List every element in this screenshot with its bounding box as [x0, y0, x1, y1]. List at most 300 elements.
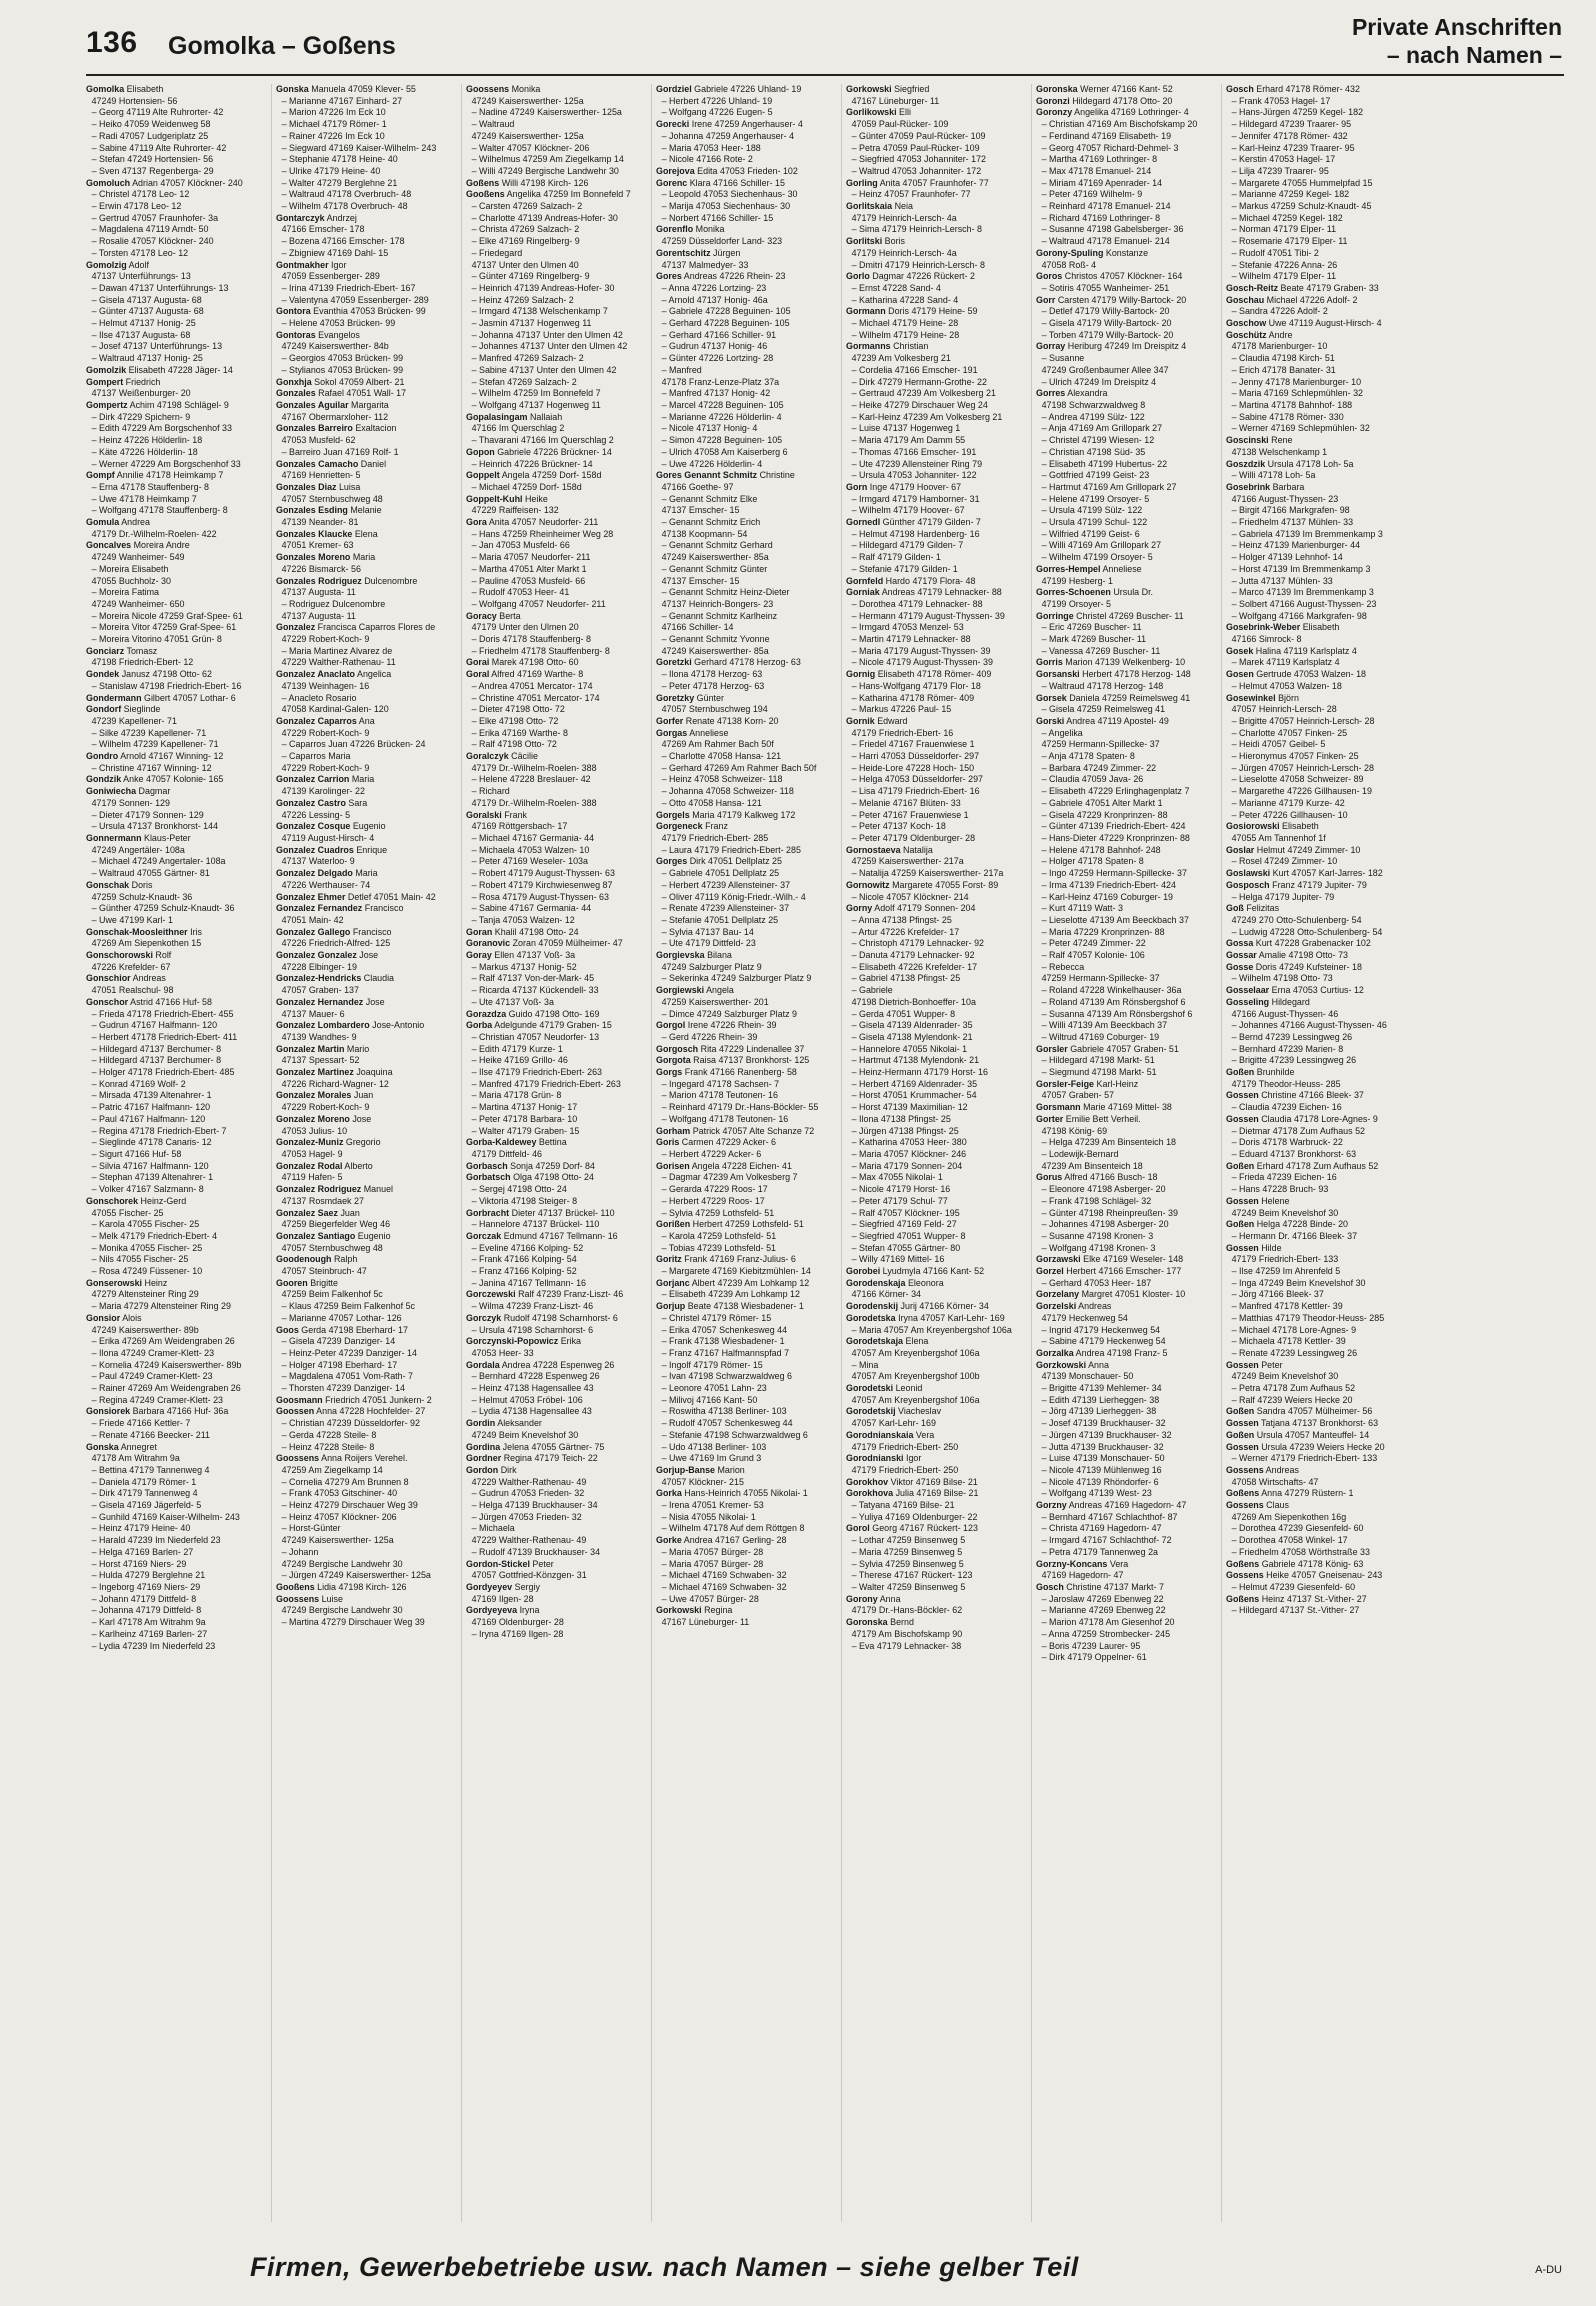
directory-subentry: – Marianne 47179 Kurze- 42: [1231, 797, 1345, 809]
directory-subentry: – Dawan 47137 Unterführungs- 13: [91, 282, 229, 294]
directory-subentry: – Sven 47137 Regenberga- 29: [91, 165, 214, 177]
directory-entry: Gontora Evanthia 47053 Brücken- 99: [276, 306, 426, 318]
directory-subentry: 47166 Emscher- 178: [281, 224, 365, 236]
directory-subentry: 47226 Richard-Wagner- 12: [281, 1078, 389, 1090]
entry-surname: Gonzalez: [276, 622, 316, 634]
directory-subentry: – Simon 47228 Beguinen- 105: [661, 435, 783, 447]
directory-subentry: 47229 Walther-Rathenau- 49: [471, 1535, 587, 1547]
entry-surname: Gosch: [1036, 1582, 1064, 1593]
directory-subentry: – Heinrich 47226 Brückner- 14: [471, 458, 593, 470]
directory-entry: Gosposch Franz 47179 Jupiter- 79: [1226, 879, 1367, 891]
directory-entry: Gorzalka Andrea 47198 Franz- 5: [1036, 1347, 1168, 1359]
directory-entry: Gorgota Raisa 47137 Bronkhorst- 125: [656, 1055, 810, 1067]
directory-subentry: – Wolfgang 47137 Hogenweg 11: [471, 399, 601, 411]
directory-subentry: 47179 Theodor-Heuss- 285: [1231, 1078, 1341, 1090]
entry-surname: Gontora: [276, 306, 311, 318]
directory-column: [86, 84, 271, 2222]
entry-surname: Gorus: [1036, 1172, 1063, 1184]
directory-entry: Gorlitski Boris: [846, 236, 906, 248]
entry-surname: Gondek: [86, 669, 120, 681]
directory-subentry: 47053 Hagel- 9: [281, 1148, 343, 1160]
directory-subentry: 47137 Malmedyer- 33: [661, 259, 749, 271]
directory-subentry: – Karl 47178 Am Witrahm 9a: [91, 1617, 206, 1629]
directory-subentry: – Lisa 47179 Friedrich-Ebert- 16: [851, 786, 980, 798]
directory-subentry: 47228 Elbinger- 19: [281, 961, 357, 973]
directory-entry: Gorsek Daniela 47259 Reimelsweg 41: [1036, 692, 1191, 704]
directory-entry: Gorczyk Rudolf 47198 Scharnhorst- 6: [466, 1312, 618, 1324]
directory-entry: Gonzales Moreno Maria: [276, 552, 376, 564]
directory-entry: Gomolzig Adolf: [86, 259, 149, 271]
entry-surname: Goschütz: [1226, 329, 1267, 341]
directory-entry: Goracy Berta: [466, 610, 521, 622]
entry-surname: Gorke: [656, 1535, 682, 1547]
directory-subentry: – Ilona 47249 Cramer-Klett- 23: [91, 1347, 215, 1359]
directory-subentry: – Radi 47057 Ludgeriplatz 25: [91, 130, 209, 142]
directory-subentry: 47166 August-Thyssen- 46: [1231, 1008, 1339, 1020]
directory-subentry: – Irmgard 47053 Menzel- 53: [851, 622, 964, 634]
directory-subentry: – Jörg 47166 Bleek- 37: [1231, 1289, 1324, 1301]
directory-subentry: – Reinhard 47178 Emanuel- 214: [1041, 201, 1171, 213]
directory-entry: Gonzalez Delgado Maria: [276, 868, 378, 880]
directory-entry: Gorai Marek 47198 Otto- 60: [466, 657, 579, 669]
directory-subentry: – Waltrud 47053 Johanniter- 172: [851, 165, 982, 177]
directory-subentry: 47137 Augusta- 11: [281, 587, 356, 599]
directory-subentry: 47226 Bismarck- 56: [281, 563, 361, 575]
directory-subentry: – Waltraud 47178 Overbruch- 48: [281, 189, 412, 201]
directory-subentry: – Dirk 47229 Spichern- 9: [91, 411, 191, 423]
directory-subentry: – Michael 47179 Römer- 1: [281, 119, 387, 131]
directory-subentry: 47229 Walther-Rathenau- 11: [281, 657, 396, 669]
directory-subentry: – Mark 47269 Buscher- 11: [1041, 634, 1147, 646]
entry-surname: Gonzales Aguilar: [276, 399, 349, 411]
entry-surname: Goßens: [1226, 1488, 1260, 1500]
entry-surname: Gonzales Moreno: [276, 552, 351, 564]
directory-subentry: – Stanislaw 47198 Friedrich-Ebert- 16: [91, 680, 242, 692]
directory-subentry: – Herbert 47169 Aldenrader- 35: [851, 1078, 978, 1090]
directory-subentry: – Martha 47051 Alter Markt 1: [471, 563, 587, 575]
directory-entry: Gordin Aleksander: [466, 1418, 542, 1430]
directory-subentry: – Johannes 47198 Asberger- 20: [1041, 1219, 1169, 1231]
directory-subentry: – Mina: [851, 1359, 879, 1371]
directory-subentry: – Melanie 47167 Blüten- 33: [851, 797, 961, 809]
directory-subentry: – Siegmund 47198 Markt- 51: [1041, 1067, 1157, 1079]
directory-subentry: – Elke 47198 Otto- 72: [471, 715, 559, 727]
directory-subentry: 47279 Altensteiner Ring 29: [91, 1289, 199, 1301]
directory-subentry: – Hieronymus 47057 Finken- 25: [1231, 751, 1359, 763]
directory-subentry: – Gertraud 47239 Am Volkesberg 21: [851, 388, 996, 400]
entry-surname: Gorgas: [656, 727, 688, 739]
directory-subentry: 47179 Friedrich-Ebert- 133: [1231, 1254, 1339, 1266]
directory-entry: Gorjanc Albert 47239 Am Lohkamp 12: [656, 1277, 810, 1289]
directory-subentry: – Günter 47139 Friedrich-Ebert- 424: [1041, 821, 1186, 833]
directory-subentry: – Anna 47259 Strombecker- 245: [1041, 1628, 1171, 1640]
directory-subentry: – Christel 47199 Wiesen- 12: [1041, 435, 1155, 447]
entry-surname: Gorazdza: [466, 1008, 507, 1020]
directory-subentry: – Dmitri 47179 Heinrich-Lersch- 8: [851, 259, 985, 271]
directory-entry: Gorgol Irene 47226 Rhein- 39: [656, 1020, 777, 1032]
directory-entry: Gorling Anita 47057 Fraunhofer- 77: [846, 177, 989, 189]
entry-surname: Gonzalez Rodal: [276, 1160, 343, 1172]
directory-subentry: – Anacleto Rosario: [281, 692, 357, 704]
directory-subentry: – Hans-Wolfgang 47179 Flor- 18: [851, 680, 981, 692]
directory-subentry: 47166 Schiller- 14: [661, 622, 734, 634]
directory-subentry: – Dietmar 47178 Zum Aufhaus 52: [1231, 1125, 1366, 1137]
directory-subentry: – Peter 47137 Koch- 18: [851, 821, 946, 833]
directory-entry: Gomoluch Adrian 47057 Klöckner- 240: [86, 177, 243, 189]
directory-subentry: – Walter 47259 Binsenweg 5: [851, 1582, 966, 1593]
directory-entry: Gonzalez Gonzalez Jose: [276, 950, 379, 962]
directory-entry: Gorkowski Regina: [656, 1605, 733, 1617]
directory-entry: Gorres-Schoenen Ursula Dr.: [1036, 587, 1154, 599]
directory-subentry: – Sabine 47167 Germania- 44: [471, 903, 592, 915]
entry-surname: Gonska: [86, 1441, 119, 1453]
directory-subentry: 47137 Augusta- 11: [281, 610, 356, 622]
directory-subentry: – Magdalena 47051 Vom-Rath- 7: [281, 1371, 414, 1383]
directory-subentry: – Regina 47249 Cramer-Klett- 23: [91, 1394, 224, 1406]
entry-surname: Gonzalez-Hendricks: [276, 973, 362, 985]
entry-surname: Gorba-Kaldewey: [466, 1137, 537, 1149]
directory-subentry: 47166 Goethe- 97: [661, 481, 734, 493]
directory-entry: Gorfer Renate 47138 Korn- 20: [656, 715, 779, 727]
entry-surname: Gorgeneck: [656, 821, 703, 833]
entry-surname: Gorony-Spuling: [1036, 247, 1104, 259]
directory-entry: Gordon-Stickel Peter: [466, 1558, 554, 1570]
directory-entry: Gorenflo Monika: [656, 224, 725, 236]
entry-surname: Gorgol: [656, 1020, 686, 1032]
directory-subentry: – Wolfgang 47057 Neudorfer- 211: [471, 598, 606, 610]
directory-subentry: 47249 Bergische Landwehr 30: [281, 1605, 403, 1617]
directory-subentry: – Silvia 47167 Halfmann- 120: [91, 1160, 209, 1172]
entry-surname: Gorjup-Banse: [656, 1464, 715, 1476]
directory-subentry: – Renate 47239 Lessingweg 26: [1231, 1347, 1358, 1359]
entry-surname: Gorißen: [656, 1219, 691, 1231]
directory-subentry: – Irina 47139 Friedrich-Ebert- 167: [281, 282, 416, 294]
directory-subentry: – Manfred 47179 Friedrich-Ebert- 263: [471, 1078, 621, 1090]
directory-subentry: – Sylvia 47259 Lothsfeld- 51: [661, 1207, 775, 1219]
entry-surname: Gorodenskij: [846, 1301, 899, 1313]
directory-subentry: – Jutta 47137 Mühlen- 33: [1231, 575, 1333, 587]
directory-subentry: 47058 Kardinal-Galen- 120: [281, 704, 389, 716]
directory-subentry: – Gunhild 47169 Kaiser-Wilhelm- 243: [91, 1511, 240, 1523]
directory-subentry: – Jürgen 47139 Bruckhauser- 32: [1041, 1429, 1172, 1441]
directory-subentry: 47179 Am Bischofskamp 90: [851, 1628, 963, 1640]
entry-surname: Gosewinkel: [1226, 692, 1276, 704]
directory-entry: Gonzales Aguilar Margarita: [276, 399, 389, 411]
directory-entry: Gorbracht Dieter 47137 Brückel- 110: [466, 1207, 615, 1219]
directory-subentry: – Helga 47169 Barlen- 27: [91, 1546, 194, 1558]
directory-subentry: – Heike 47279 Dirschauer Weg 24: [851, 399, 988, 411]
directory-subentry: – Hannelore 47055 Nikolai- 1: [851, 1043, 968, 1055]
directory-subentry: – Herbert 47226 Uhland- 19: [661, 95, 773, 107]
directory-entry: Gorniak Andreas 47179 Lehnacker- 88: [846, 587, 1002, 599]
directory-subentry: – Gabriele 47051 Dellplatz 25: [661, 868, 780, 880]
directory-subentry: – Rudolf 47051 Tibi- 2: [1231, 247, 1319, 259]
directory-subentry: – Wilhelm 47259 Im Bonnefeld 7: [471, 388, 601, 400]
directory-subentry: – Genannt Schmitz Heinz-Dieter: [661, 587, 790, 599]
entry-surname: Goßen: [1226, 1219, 1255, 1231]
directory-entry: Gopon Gabriele 47226 Brückner- 14: [466, 446, 612, 458]
entry-surname: Gontoras: [276, 329, 316, 341]
directory-subentry: 47249 Angertäler- 108a: [91, 844, 185, 856]
directory-subentry: – Rosel 47249 Zimmer- 10: [1231, 856, 1338, 868]
directory-subentry: 47057 Karl-Lehr- 169: [851, 1418, 936, 1430]
directory-subentry: 47249 Hortensien- 56: [91, 95, 178, 107]
directory-entry: Gonzalez Saez Juan: [276, 1207, 360, 1219]
directory-entry: Gorke Andrea 47167 Gerling- 28: [656, 1535, 787, 1547]
entry-surname: Goralski: [466, 809, 502, 821]
directory-entry: Goos Gerda 47198 Eberhard- 17: [276, 1324, 408, 1336]
directory-subentry: – Holger 47178 Friedrich-Ebert- 485: [91, 1067, 235, 1079]
directory-subentry: 47249 Kaiserswerther- 125a: [471, 130, 584, 142]
directory-subentry: – Walter 47057 Klöckner- 206: [471, 142, 590, 154]
entry-surname: Gorkowski: [656, 1605, 702, 1617]
page-footer: [0, 2240, 1596, 2300]
directory-subentry: – Gerarda 47229 Roos- 17: [661, 1184, 768, 1196]
directory-subentry: – Sergej 47198 Otto- 24: [471, 1184, 567, 1196]
directory-subentry: – Horst 47169 Niers- 29: [91, 1558, 187, 1570]
directory-subentry: 47179 Sonnen- 129: [91, 797, 170, 809]
directory-subentry: 47239 Am Binsenteich 18: [1041, 1160, 1143, 1172]
directory-subentry: 47139 Neander- 81: [281, 517, 359, 529]
directory-entry: Gorres Alexandra: [1036, 388, 1108, 400]
directory-entry: Gornig Elisabeth 47178 Römer- 409: [846, 669, 992, 681]
directory-subentry: – Magdalena 47119 Arndt- 50: [91, 224, 209, 236]
directory-subentry: – Karola 47055 Fischer- 25: [91, 1219, 200, 1231]
directory-entry: Gorter Emilie Bett Verheil.: [1036, 1113, 1141, 1125]
directory-subentry: – Stefanie 47051 Dellplatz 25: [661, 914, 779, 926]
entry-surname: Gorbasch: [466, 1160, 508, 1172]
directory-subentry: – Marija 47053 Siechenhaus- 30: [661, 201, 791, 213]
directory-subentry: – Gisela 47139 Aldenrader- 35: [851, 1020, 973, 1032]
directory-subentry: – Oliver 47119 König-Friedr.-Wilh.- 4: [661, 891, 806, 903]
directory-subentry: – Claudia 47198 Kirch- 51: [1231, 353, 1335, 365]
directory-subentry: – Helmut 47239 Giesenfeld- 60: [1231, 1582, 1356, 1593]
entry-surname: Gomoluch: [86, 177, 131, 189]
directory-entry: Gossen Hilde: [1226, 1242, 1282, 1254]
directory-entry: Gontoras Evangelos: [276, 329, 360, 341]
entry-surname: Gorzkowski: [1036, 1359, 1087, 1371]
directory-subentry: – Katharina 47053 Heer- 380: [851, 1137, 967, 1149]
directory-subentry: – Barbara 47249 Zimmer- 22: [1041, 762, 1157, 774]
entry-surname: Gornowitz: [846, 879, 890, 891]
directory-entry: Gosen Gertrude 47053 Walzen- 18: [1226, 669, 1367, 681]
directory-subentry: – Michael 47259 Kegel- 182: [1231, 212, 1343, 224]
directory-entry: Goray Ellen 47137 Voß- 3a: [466, 950, 576, 962]
directory-subentry: – Renate 47239 Allensteiner- 37: [661, 903, 790, 915]
entry-surname: Gonzalez Martinez: [276, 1067, 354, 1079]
entry-surname: Gorjup: [656, 1301, 686, 1313]
directory-subentry: – Rosalie 47057 Klöckner- 240: [91, 236, 214, 248]
directory-subentry: – Georg 47057 Richard-Dehmel- 3: [1041, 142, 1179, 154]
directory-entry: Gorokhova Julia 47169 Bilse- 21: [846, 1488, 979, 1500]
directory-subentry: – Nicole 47137 Honig- 4: [661, 423, 758, 435]
entry-surname: Gorlitskaia: [846, 201, 893, 213]
directory-entry: Gores Genannt Schmitz Christine: [656, 470, 795, 482]
directory-entry: Gorlo Dagmar 47226 Rückert- 2: [846, 271, 975, 283]
directory-subentry: – Monika 47055 Fischer- 25: [91, 1242, 203, 1254]
directory-entry: Gompertz Achim 47198 Schlägel- 9: [86, 399, 229, 411]
directory-subentry: – Wilhelm 47239 Kapellener- 71: [91, 739, 219, 751]
directory-subentry: – Johanna 47058 Schweizer- 118: [661, 786, 794, 798]
directory-subentry: – Maria 47057 Am Kreyenbergshof 106a: [851, 1324, 1012, 1336]
entry-surname: Gossa: [1226, 938, 1254, 950]
directory-entry: Gonzalez-Hendricks Claudia: [276, 973, 395, 985]
directory-subentry: – Frank 47198 Schlägel- 32: [1041, 1195, 1152, 1207]
directory-subentry: – Frank 47053 Hagel- 17: [1231, 95, 1331, 107]
directory-subentry: 47229 Walther-Rathenau- 49: [471, 1476, 587, 1488]
directory-subentry: – Wilhelm 47179 Heine- 28: [851, 329, 960, 341]
directory-subentry: – Edith 47179 Kurze- 1: [471, 1043, 563, 1055]
directory-subentry: – Brigitte 47057 Heinrich-Lersch- 28: [1231, 715, 1375, 727]
directory-subentry: – Holger 47139 Lehnhof- 14: [1231, 552, 1343, 564]
directory-subentry: – Heidi 47057 Geibel- 5: [1231, 739, 1326, 751]
directory-subentry: – Harald 47239 Im Niederfeld 23: [91, 1535, 221, 1547]
directory-entry: Gossens Andreas: [1226, 1464, 1299, 1476]
directory-subentry: – Leopold 47053 Siechenhaus- 30: [661, 189, 798, 201]
directory-subentry: – Martina 47279 Dirschauer Weg 39: [281, 1617, 425, 1629]
directory-subentry: – Hildegard 47137 Berchumer- 8: [91, 1043, 222, 1055]
directory-subentry: 47249 Kaiserswerther- 85a: [661, 645, 769, 657]
directory-subentry: – Andrea 47051 Mercator- 174: [471, 680, 593, 692]
directory-subentry: – Eveline 47166 Kolping- 52: [471, 1242, 584, 1254]
directory-subentry: – Bozena 47166 Emscher- 178: [281, 236, 405, 248]
entry-surname: Goßen: [1226, 1067, 1255, 1079]
entry-surname: Gornig: [846, 669, 876, 681]
directory-entry: Gonzalez Moreno Jose: [276, 1113, 372, 1125]
directory-subentry: – Karl-Heinz 47169 Coburger- 19: [1041, 891, 1174, 903]
directory-subentry: – Yuliya 47169 Oldenburger- 22: [851, 1511, 978, 1523]
directory-subentry: – Ingolf 47179 Römer- 15: [661, 1359, 763, 1371]
directory-subentry: – Genannt Schmitz Günter: [661, 563, 768, 575]
directory-subentry: 47057 Sternbuschweg 48: [281, 1242, 383, 1254]
directory-entry: Gorris Marion 47139 Welkenberg- 10: [1036, 657, 1186, 669]
entry-surname: Gompf: [86, 470, 115, 482]
directory-subentry: – Christa 47269 Salzach- 2: [471, 224, 580, 236]
directory-subentry: – Uwe 47057 Bürger- 28: [661, 1593, 759, 1605]
directory-subentry: 47057 Graben- 137: [281, 985, 359, 997]
directory-subentry: – Gisela 47259 Reimelsweg 41: [1041, 704, 1166, 716]
directory-subentry: – Martin 47179 Lehnacker- 88: [851, 634, 971, 646]
entry-surname: Goritz: [656, 1254, 682, 1266]
entry-surname: Goszdzik: [1226, 458, 1266, 470]
directory-subentry: – Bernhard 47228 Espenweg 26: [471, 1371, 600, 1383]
directory-entry: Goßens Heinz 47137 St.-Vither- 27: [1226, 1593, 1367, 1605]
directory-subentry: 47249 Beim Knevelshof 30: [1231, 1371, 1339, 1383]
entry-surname: Gonzales Klaucke: [276, 528, 353, 540]
entry-surname: Gora: [466, 517, 487, 529]
directory-subentry: – Genannt Schmitz Karlheinz: [661, 610, 778, 622]
entry-surname: Goossens: [276, 1593, 320, 1605]
directory-subentry: – Dirk 47279 Hermann-Grothe- 22: [851, 376, 987, 388]
entry-surname: Gorlo: [846, 271, 870, 283]
directory-entry: Gontarczyk Andrzej: [276, 212, 357, 224]
directory-subentry: – Hildegard 47137 St.-Vither- 27: [1231, 1605, 1360, 1617]
directory-subentry: – Ursula 47053 Johanniter- 122: [851, 470, 977, 482]
entry-surname: Gooren: [276, 1277, 308, 1289]
directory-subentry: – Elisabeth 47199 Hubertus- 22: [1041, 458, 1168, 470]
entry-surname: Gordon-Stickel: [466, 1558, 530, 1570]
directory-subentry: – Günter 47137 Augusta- 68: [91, 306, 204, 318]
entry-surname: Gonnermann: [86, 833, 142, 844]
directory-subentry: – Moreira Vitor 47259 Graf-Spee- 61: [91, 622, 237, 634]
directory-subentry: – Wilhelm 47199 Orsoyer- 5: [1041, 552, 1153, 564]
directory-subentry: – Heinrich 47139 Andreas-Hofer- 30: [471, 282, 615, 294]
directory-subentry: – Gabriele 47228 Beguinen- 105: [661, 306, 791, 318]
entry-surname: Gorodenskaja: [846, 1277, 906, 1289]
entry-surname: Gorony: [846, 1593, 878, 1605]
entry-surname: Gorodetska: [846, 1312, 896, 1324]
directory-subentry: 47259 Hermann-Spillecke- 37: [1041, 973, 1160, 985]
entry-surname: Gonsiorek: [86, 1406, 131, 1418]
directory-entry: Gontmakher Igor: [276, 259, 347, 271]
directory-subentry: – Moreira Fatima: [91, 587, 160, 599]
directory-subentry: 47178 Franz-Lenze-Platz 37a: [661, 376, 780, 388]
directory-entry: Gornostaeva Natalija: [846, 844, 933, 856]
entry-surname: Gorodnianskaia: [846, 1429, 914, 1441]
directory-subentry: – Nadine 47249 Kaiserswerther- 125a: [471, 107, 622, 119]
directory-entry: Goppelt-Kuhl Heike: [466, 493, 548, 505]
entry-surname: Gonschorek: [86, 1195, 139, 1207]
directory-subentry: 47229 Robert-Koch- 9: [281, 1102, 370, 1114]
directory-subentry: – Helga 47239 Am Binsenteich 18: [1041, 1137, 1177, 1149]
entry-surname: Gosebrink-Weber: [1226, 622, 1301, 634]
directory-subentry: – Werner 47169 Schlepmühlen- 32: [1231, 423, 1370, 435]
entry-surname: Goossen: [276, 1406, 315, 1418]
entry-surname: Gosse: [1226, 961, 1254, 973]
entry-surname: Gorsanski: [1036, 669, 1080, 681]
entry-surname: Gorobei: [846, 1266, 881, 1278]
directory-subentry: – Vanessa 47269 Buscher- 11: [1041, 645, 1161, 657]
directory-subentry: – Christian 47198 Süd- 35: [1041, 446, 1146, 458]
directory-subentry: 47119 Hafen- 5: [281, 1172, 343, 1184]
directory-subentry: – Waltraud 47178 Herzog- 148: [1041, 680, 1164, 692]
directory-subentry: – Petra 47059 Paul-Rücker- 109: [851, 142, 980, 154]
directory-entry: Gorczewski Ralf 47239 Franz-Liszt- 46: [466, 1289, 624, 1301]
directory-subentry: – Wilhelm 47179 Hoover- 67: [851, 505, 965, 517]
entry-surname: Gornostaeva: [846, 844, 901, 856]
directory-subentry: – Marion 47178 Am Giesenhof 20: [1041, 1617, 1175, 1629]
entry-surname: Gorham: [656, 1125, 691, 1137]
directory-subentry: – Wiltrud 47169 Coburger- 19: [1041, 1031, 1160, 1043]
directory-subentry: 47051 Main- 42: [281, 914, 344, 926]
entry-surname: Gopon: [466, 446, 495, 458]
directory-entry: Gossen Helene: [1226, 1195, 1290, 1207]
directory-subentry: – Eva 47179 Lehnacker- 38: [851, 1640, 962, 1652]
entry-surname: Goronzi: [1036, 95, 1070, 107]
directory-subentry: – Waltraud 47178 Emanuel- 214: [1041, 236, 1170, 248]
entry-surname: Gorres: [1036, 388, 1066, 400]
directory-subentry: – Harri 47053 Düsseldorfer- 297: [851, 751, 980, 763]
entry-surname: Goris: [656, 1137, 680, 1149]
directory-entry: Gondorf Sieglinde: [86, 704, 161, 716]
directory-subentry: – Friede 47166 Kettler- 7: [91, 1418, 191, 1430]
entry-surname: Goniwiecha: [86, 786, 137, 798]
entry-surname: Gossen: [1226, 1441, 1259, 1453]
entry-surname: Goppelt-Kuhl: [466, 493, 523, 505]
directory-subentry: 47179 Friedrich-Ebert- 250: [851, 1441, 959, 1453]
entry-surname: Gorczewski: [466, 1289, 516, 1301]
entry-surname: Gorol: [846, 1523, 870, 1535]
directory-entry: Goniwiecha Dagmar: [86, 786, 171, 798]
directory-subentry: – Valentyna 47059 Essenberger- 289: [281, 294, 429, 306]
directory-subentry: – Wolfgang 47166 Markgrafen- 98: [1231, 610, 1367, 622]
directory-entry: Gondermann Gilbert 47057 Lothar- 6: [86, 692, 236, 704]
entry-surname: Gonzalez Lombardero: [276, 1020, 370, 1032]
entry-surname: Gosiorowski: [1226, 821, 1280, 833]
directory-subentry: 47198 König- 69: [1041, 1125, 1108, 1137]
directory-subentry: – Daniela 47179 Römer- 1: [91, 1476, 197, 1488]
page-header: [0, 0, 1596, 70]
